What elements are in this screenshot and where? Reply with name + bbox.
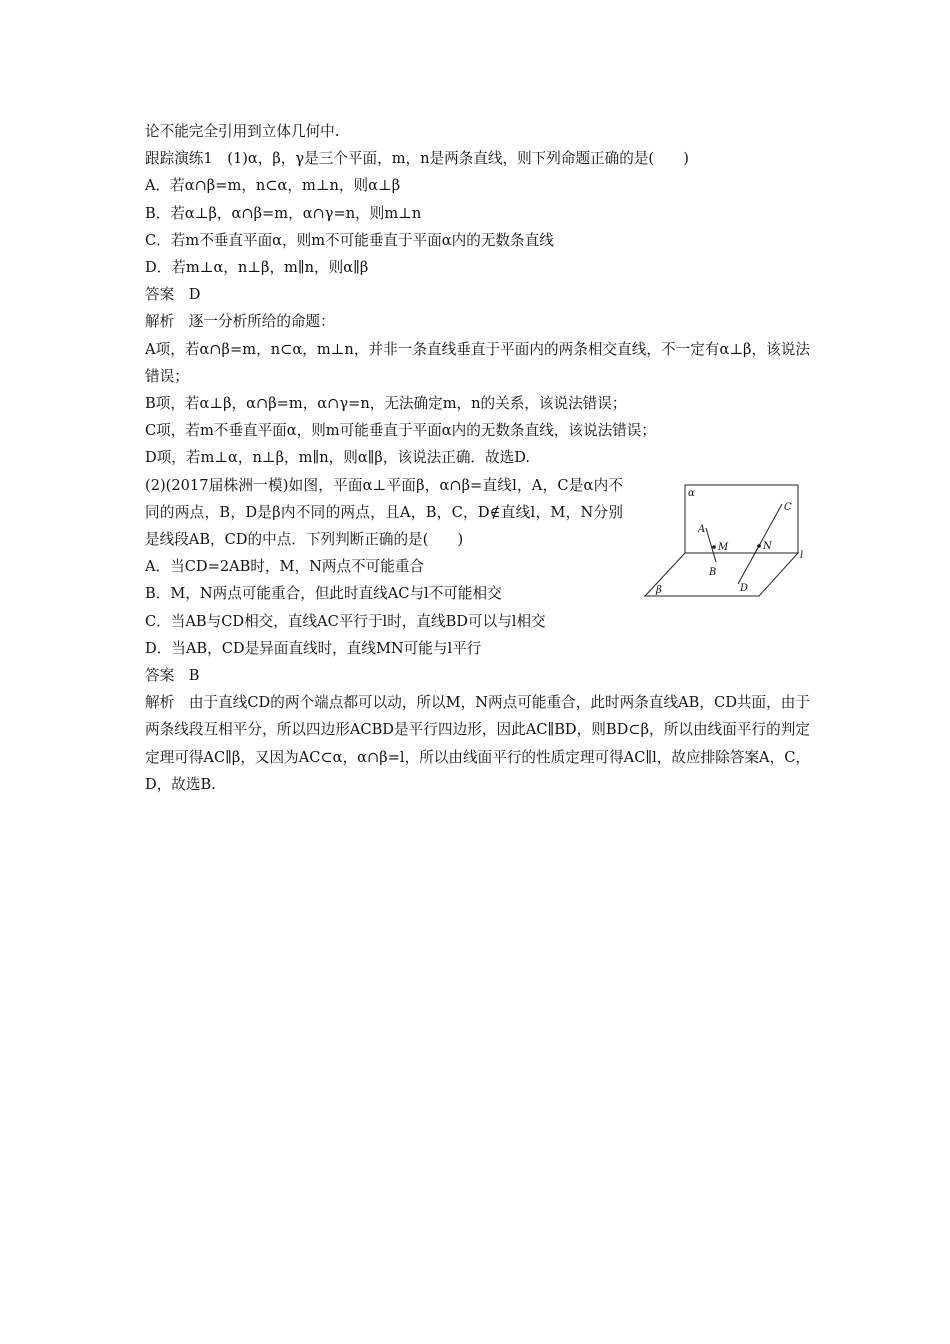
planes-diagram xyxy=(642,480,810,602)
answer-line-2: 答案 B xyxy=(145,667,200,685)
analysis-title: 解析 逐一分析所给的命题： xyxy=(145,313,335,331)
option-b-2: B．M，N两点可能重合，但此时直线AC与l不可能相交 xyxy=(145,585,502,603)
label-b: B xyxy=(709,567,717,578)
analysis-c: C项，若m不垂直平面α，则m可能垂直于平面α内的无数条直线，该说法错误； xyxy=(145,422,656,440)
analysis-b: B项，若α⊥β，α∩β=m，α∩γ=n，无法确定m，n的关系，该说法错误； xyxy=(145,395,627,413)
segment-ab xyxy=(706,528,716,562)
label-d: D xyxy=(740,583,749,594)
label-alpha: α xyxy=(688,488,695,499)
point-m xyxy=(712,545,716,549)
analysis-2: 解析 由于直线CD的两个端点都可以动，所以M，N两点可能重合，此时两条直线AB，CD共面，由于两条线段互相平分，所以四边形ACBD是平行四边形，因此AC∥BD，则BD⊂β，所以由线面平行的判定定理可得AC∥β，又因为AC⊂α，α∩β=l，所以由线面平行的性质定理可得AC∥l，故应排除答案A，C，D，故选B. xyxy=(145,694,810,793)
label-n: N xyxy=(763,541,772,552)
analysis-a: A项，若α∩β=m，n⊂α，m⊥n，并非一条直线垂直于平面内的两条相交直线，不一定有α⊥β，该说法错误； xyxy=(145,340,810,385)
option-a: A．若α∩β=m，n⊂α，m⊥n，则α⊥β xyxy=(145,177,401,195)
text-line: 论不能完全引用到立体几何中. xyxy=(145,123,340,140)
exercise-title: 跟踪演练1 (1)α，β，γ是三个平面，m，n是两条直线，则下列命题正确的是( ) xyxy=(145,150,690,168)
problem-2-stem: (2)(2017届株洲一模)如图，平面α⊥平面β，α∩β=直线l，A，C是α内不同的两点，B，D是β内不同的两点，且A，B，C，D∉直线l，M，N分别是线段AB，CD的中点．下列判断正确的是( ) xyxy=(145,476,623,549)
label-beta: β xyxy=(656,585,662,596)
answer-line: 答案 D xyxy=(145,286,201,304)
analysis-d: D项，若m⊥α，n⊥β，m∥n，则α∥β，该说法正确．故选D. xyxy=(145,449,531,467)
segment-cd xyxy=(738,504,782,584)
point-n xyxy=(757,544,761,548)
option-c: C．若m不垂直平面α，则m不可能垂直于平面α内的无数条直线 xyxy=(145,231,554,249)
option-d-2: D．当AB，CD是异面直线时，直线MN可能与l平行 xyxy=(145,639,482,657)
option-c-2: C．当AB与CD相交，直线AC平行于l时，直线BD可以与l相交 xyxy=(145,612,546,630)
label-c: C xyxy=(784,502,792,513)
plane-beta xyxy=(645,553,798,596)
label-a: A xyxy=(698,524,706,535)
option-d: D．若m⊥α，n⊥β，m∥n，则α∥β xyxy=(145,259,369,277)
label-l: l xyxy=(800,550,804,561)
option-b: B．若α⊥β，α∩β=m，α∩γ=n，则m⊥n xyxy=(145,204,422,222)
label-m: M xyxy=(718,542,729,553)
plane-alpha xyxy=(685,485,798,553)
option-a-2: A．当CD=2AB时，M，N两点不可能重合 xyxy=(145,558,425,576)
document-body xyxy=(145,118,810,798)
planes-figure xyxy=(642,480,810,602)
